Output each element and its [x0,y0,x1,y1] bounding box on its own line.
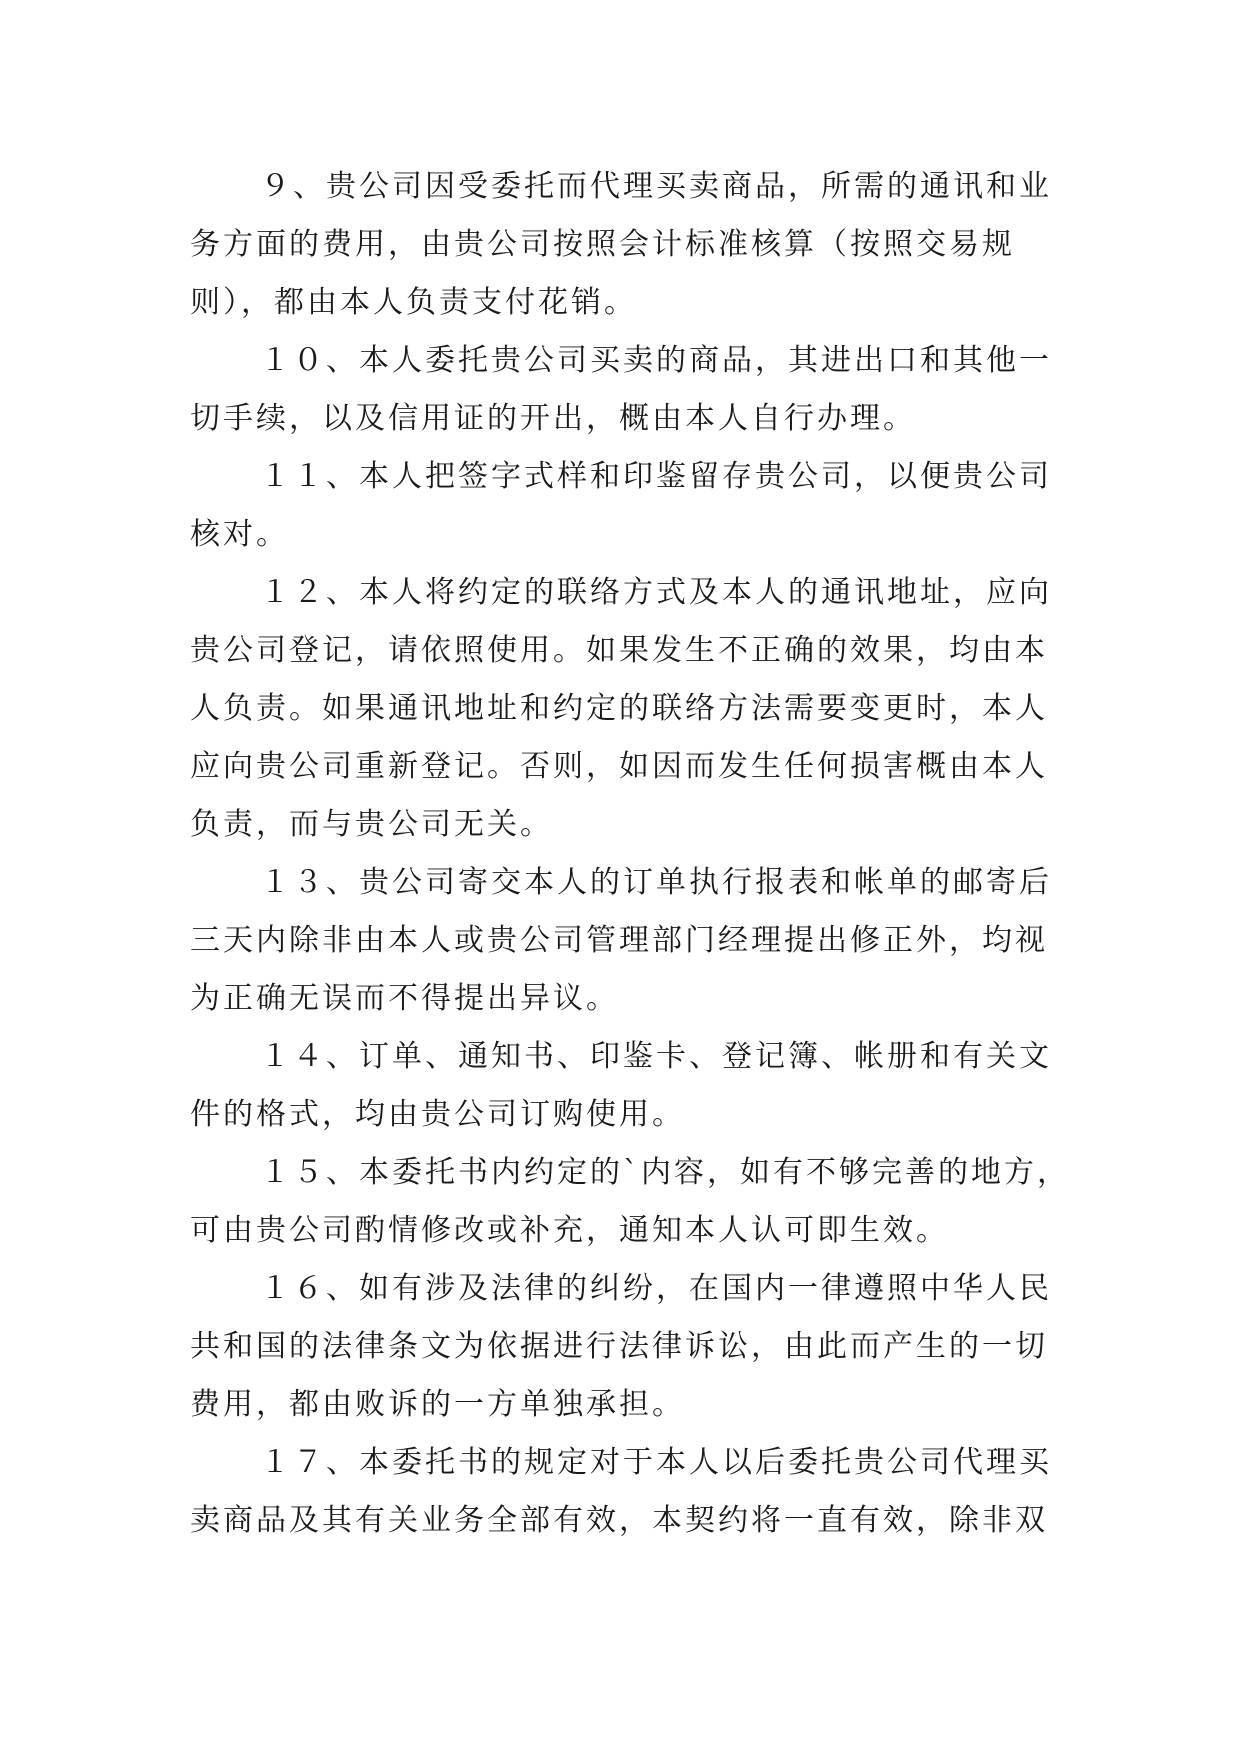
paragraph-clause-17: １７、本委托书的规定对于本人以后委托贵公司代理买 卖商品及其有关业务全部有效，本契约将一直有效，除非双 [190,1445,1052,1538]
paragraph-clause-12: １２、本人将约定的联络方式及本人的通讯地址，应向 贵公司登记，请依照使用。如果发生不正确的效果，均由本 人负责。如果通讯地址和约定的联络方法需要变更时，本人 应向贵公司重新登记。否则，如因而发生任何损害概由本人 负责，而与贵公司无关。 [190,575,1052,842]
paragraph-clause-15: １５、本委托书内约定的`内容，如有不够完善的地方， 可由贵公司酌情修改或补充，通知本人认可即生效。 [190,1155,1070,1248]
paragraph-clause-16: １６、如有涉及法律的纠纷，在国内一律遵照中华人民 共和国的法律条文为依据进行法律诉讼，由此而产生的一切 费用，都由败诉的一方单独承担。 [190,1271,1052,1422]
document-body [190,158,1070,1550]
paragraph-clause-13: １３、贵公司寄交本人的订单执行报表和帐单的邮寄后 三天内除非由本人或贵公司管理部门经理提出修正外，均视 为正确无误而不得提出异议。 [190,865,1052,1016]
paragraph-clause-9: ９、贵公司因受委托而代理买卖商品，所需的通讯和业 务方面的费用，由贵公司按照会计标准核算（按照交易规 则），都由本人负责支付花销。 [190,169,1052,320]
paragraph-clause-10: １０、本人委托贵公司买卖的商品，其进出口和其他一 切手续，以及信用证的开出，概由本人自行办理。 [190,343,1052,436]
paragraph-clause-14: １４、订单、通知书、印鉴卡、登记簿、帐册和有关文 件的格式，均由贵公司订购使用。 [190,1039,1052,1132]
paragraph-clause-11: １１、本人把签字式样和印鉴留存贵公司，以便贵公司 核对。 [190,459,1052,552]
